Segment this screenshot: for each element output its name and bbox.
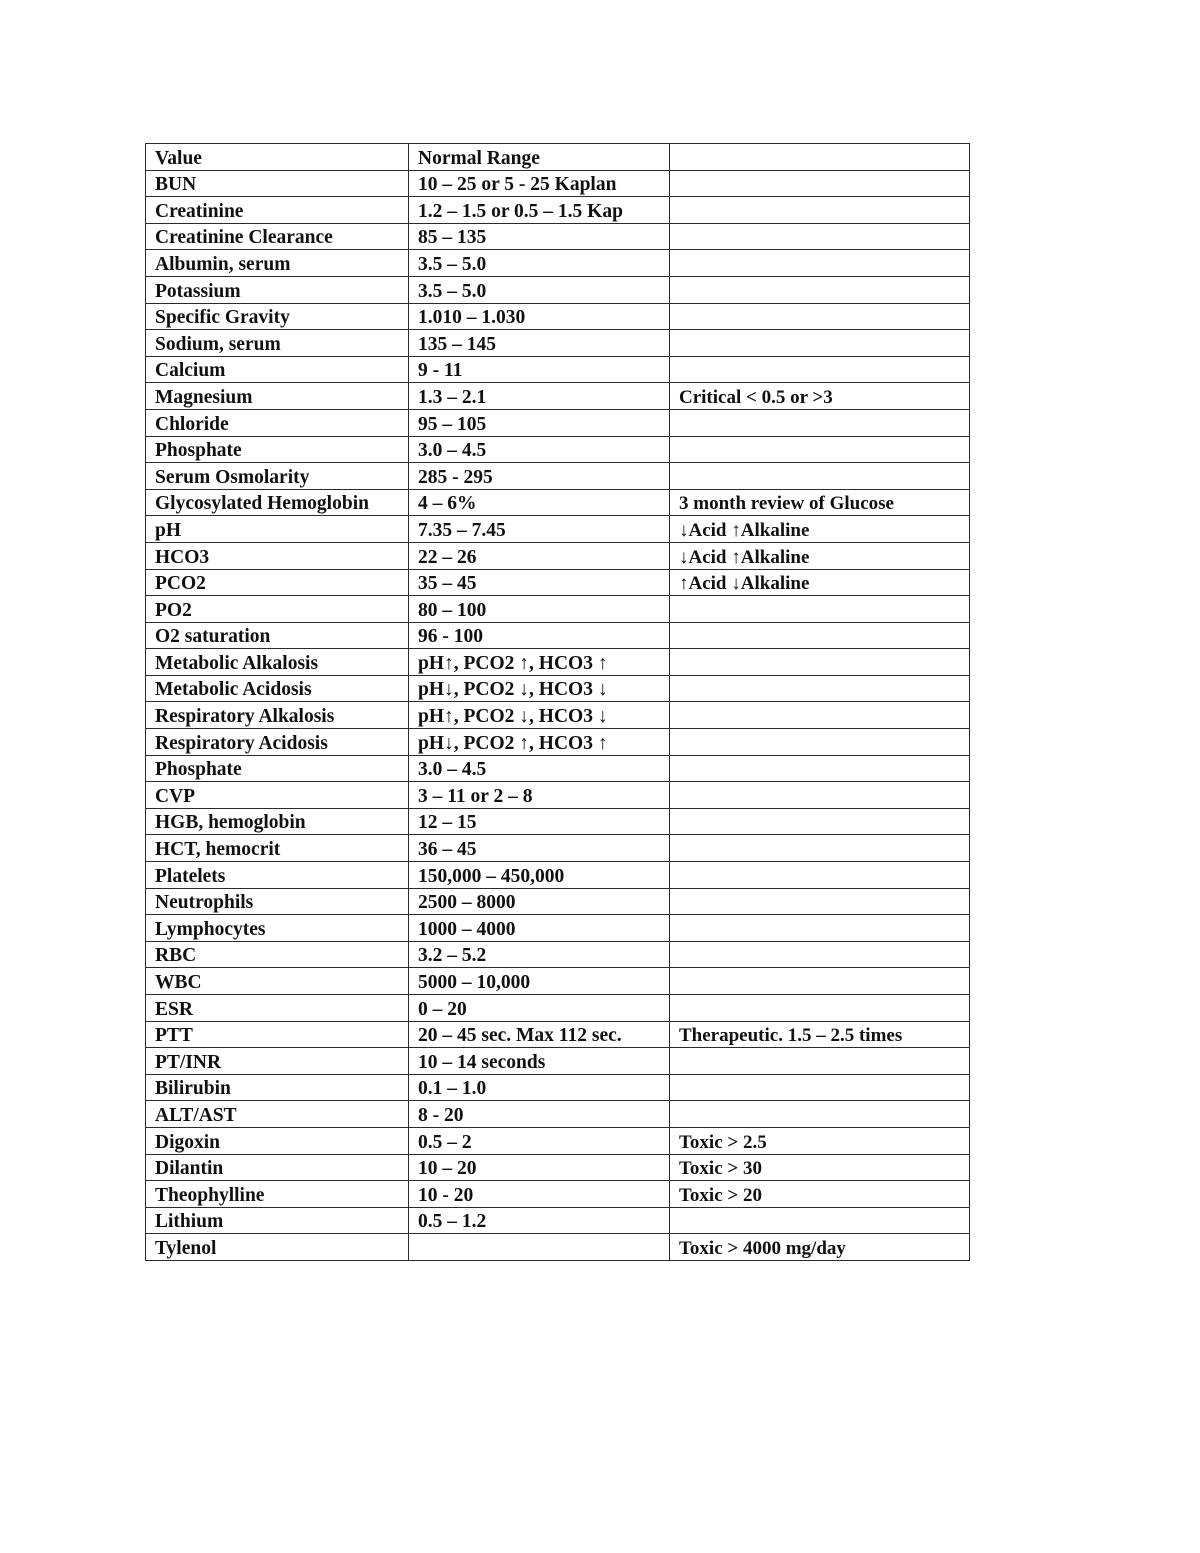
note-cell (670, 1074, 970, 1101)
table-row (146, 250, 970, 277)
note-cell (670, 888, 970, 915)
range-cell: 3 – 11 or 2 – 8 (409, 782, 670, 809)
note-cell (670, 596, 970, 623)
range-cell: 1000 – 4000 (409, 915, 670, 942)
table-header-row (146, 144, 970, 171)
note-cell: Toxic > 4000 mg/day (670, 1234, 970, 1261)
table-row (146, 782, 970, 809)
range-cell: 3.5 – 5.0 (409, 250, 670, 277)
range-cell: 10 - 20 (409, 1181, 670, 1208)
range-cell: 2500 – 8000 (409, 888, 670, 915)
range-cell: 35 – 45 (409, 569, 670, 596)
value-cell: Sodium, serum (146, 330, 409, 357)
note-cell (670, 250, 970, 277)
range-cell: 135 – 145 (409, 330, 670, 357)
value-cell: Dilantin (146, 1154, 409, 1181)
range-cell: 3.0 – 4.5 (409, 436, 670, 463)
range-cell (409, 1234, 670, 1261)
lab-values-table (145, 143, 970, 1261)
table-row (146, 197, 970, 224)
table-row (146, 941, 970, 968)
value-cell: Tylenol (146, 1234, 409, 1261)
range-cell: 3.2 – 5.2 (409, 941, 670, 968)
note-cell (670, 197, 970, 224)
range-cell: pH↑, PCO2 ↑, HCO3 ↑ (409, 649, 670, 676)
table-row (146, 649, 970, 676)
value-cell: Potassium (146, 276, 409, 303)
note-cell (670, 755, 970, 782)
value-cell: Phosphate (146, 755, 409, 782)
table-row (146, 622, 970, 649)
value-cell: Respiratory Alkalosis (146, 702, 409, 729)
table-row (146, 808, 970, 835)
value-cell: Specific Gravity (146, 303, 409, 330)
value-cell: Lymphocytes (146, 915, 409, 942)
table-row (146, 835, 970, 862)
value-cell: Chloride (146, 409, 409, 436)
note-cell (670, 303, 970, 330)
table-row (146, 569, 970, 596)
table-row (146, 729, 970, 756)
table-row (146, 383, 970, 410)
value-cell: Neutrophils (146, 888, 409, 915)
value-cell: PT/INR (146, 1048, 409, 1075)
table-row (146, 489, 970, 516)
range-cell: 80 – 100 (409, 596, 670, 623)
note-cell (670, 1207, 970, 1234)
value-cell: Value (146, 144, 409, 171)
value-cell: HGB, hemoglobin (146, 808, 409, 835)
range-cell: pH↑, PCO2 ↓, HCO3 ↓ (409, 702, 670, 729)
range-cell: 285 - 295 (409, 463, 670, 490)
range-cell: pH↓, PCO2 ↑, HCO3 ↑ (409, 729, 670, 756)
range-cell: 20 – 45 sec. Max 112 sec. (409, 1021, 670, 1048)
table-row (146, 888, 970, 915)
table-row (146, 436, 970, 463)
value-cell: ESR (146, 995, 409, 1022)
table-row (146, 1074, 970, 1101)
note-cell: 3 month review of Glucose (670, 489, 970, 516)
range-cell: 1.3 – 2.1 (409, 383, 670, 410)
table-row (146, 1127, 970, 1154)
note-cell: ↓Acid ↑Alkaline (670, 542, 970, 569)
table-row (146, 702, 970, 729)
table-row (146, 303, 970, 330)
note-cell (670, 409, 970, 436)
note-cell (670, 356, 970, 383)
note-cell (670, 144, 970, 171)
range-cell: 3.0 – 4.5 (409, 755, 670, 782)
note-cell: ↑Acid ↓Alkaline (670, 569, 970, 596)
note-cell: ↓Acid ↑Alkaline (670, 516, 970, 543)
note-cell (670, 649, 970, 676)
note-cell (670, 1101, 970, 1128)
value-cell: Phosphate (146, 436, 409, 463)
range-cell: 5000 – 10,000 (409, 968, 670, 995)
table-row (146, 223, 970, 250)
value-cell: Respiratory Acidosis (146, 729, 409, 756)
range-cell: 10 – 25 or 5 - 25 Kaplan (409, 170, 670, 197)
note-cell (670, 729, 970, 756)
value-cell: Albumin, serum (146, 250, 409, 277)
note-cell: Toxic > 2.5 (670, 1127, 970, 1154)
range-cell: 9 - 11 (409, 356, 670, 383)
value-cell: ALT/AST (146, 1101, 409, 1128)
note-cell: Toxic > 30 (670, 1154, 970, 1181)
range-cell: 10 – 14 seconds (409, 1048, 670, 1075)
value-cell: PTT (146, 1021, 409, 1048)
table-row (146, 862, 970, 889)
value-cell: Magnesium (146, 383, 409, 410)
note-cell (670, 1048, 970, 1075)
value-cell: Bilirubin (146, 1074, 409, 1101)
range-cell: 1.2 – 1.5 or 0.5 – 1.5 Kap (409, 197, 670, 224)
value-cell: WBC (146, 968, 409, 995)
value-cell: RBC (146, 941, 409, 968)
range-cell: 95 – 105 (409, 409, 670, 436)
note-cell (670, 915, 970, 942)
range-cell: 150,000 – 450,000 (409, 862, 670, 889)
note-cell (670, 782, 970, 809)
note-cell (670, 330, 970, 357)
note-cell (670, 436, 970, 463)
value-cell: BUN (146, 170, 409, 197)
value-cell: Lithium (146, 1207, 409, 1234)
table-row (146, 542, 970, 569)
value-cell: Digoxin (146, 1127, 409, 1154)
table-row (146, 356, 970, 383)
table-row (146, 516, 970, 543)
note-cell (670, 463, 970, 490)
note-cell (670, 223, 970, 250)
range-cell: 0.5 – 1.2 (409, 1207, 670, 1234)
value-cell: PO2 (146, 596, 409, 623)
value-cell: Serum Osmolarity (146, 463, 409, 490)
table-row (146, 1101, 970, 1128)
table-row (146, 1181, 970, 1208)
table-row (146, 1154, 970, 1181)
value-cell: Calcium (146, 356, 409, 383)
note-cell: Therapeutic. 1.5 – 2.5 times (670, 1021, 970, 1048)
table-row (146, 968, 970, 995)
note-cell (670, 622, 970, 649)
range-cell: 85 – 135 (409, 223, 670, 250)
table-row (146, 596, 970, 623)
note-cell (670, 862, 970, 889)
range-cell: 3.5 – 5.0 (409, 276, 670, 303)
value-cell: HCO3 (146, 542, 409, 569)
range-cell: 22 – 26 (409, 542, 670, 569)
range-cell: 0.1 – 1.0 (409, 1074, 670, 1101)
range-cell: 10 – 20 (409, 1154, 670, 1181)
table-row (146, 330, 970, 357)
note-cell (670, 808, 970, 835)
range-cell: 96 - 100 (409, 622, 670, 649)
note-cell (670, 835, 970, 862)
lab-values-body (146, 144, 970, 1261)
value-cell: Glycosylated Hemoglobin (146, 489, 409, 516)
note-cell: Critical < 0.5 or >3 (670, 383, 970, 410)
note-cell (670, 276, 970, 303)
table-row (146, 675, 970, 702)
note-cell (670, 170, 970, 197)
table-row (146, 1021, 970, 1048)
range-cell: 0 – 20 (409, 995, 670, 1022)
value-cell: HCT, hemocrit (146, 835, 409, 862)
value-cell: CVP (146, 782, 409, 809)
value-cell: O2 saturation (146, 622, 409, 649)
value-cell: Creatinine (146, 197, 409, 224)
range-cell: 1.010 – 1.030 (409, 303, 670, 330)
table-row (146, 1207, 970, 1234)
table-row (146, 915, 970, 942)
range-cell: 7.35 – 7.45 (409, 516, 670, 543)
value-cell: PCO2 (146, 569, 409, 596)
value-cell: Creatinine Clearance (146, 223, 409, 250)
table-row (146, 995, 970, 1022)
table-row (146, 463, 970, 490)
note-cell (670, 702, 970, 729)
range-cell: 4 – 6% (409, 489, 670, 516)
value-cell: Metabolic Acidosis (146, 675, 409, 702)
table-row (146, 409, 970, 436)
table-row (146, 755, 970, 782)
value-cell: Metabolic Alkalosis (146, 649, 409, 676)
note-cell (670, 995, 970, 1022)
range-cell: pH↓, PCO2 ↓, HCO3 ↓ (409, 675, 670, 702)
table-row (146, 276, 970, 303)
range-cell: 8 - 20 (409, 1101, 670, 1128)
table-row (146, 170, 970, 197)
table-row (146, 1234, 970, 1261)
note-cell (670, 968, 970, 995)
value-cell: Platelets (146, 862, 409, 889)
range-cell: 36 – 45 (409, 835, 670, 862)
note-cell (670, 675, 970, 702)
value-cell: Theophylline (146, 1181, 409, 1208)
note-cell (670, 941, 970, 968)
range-cell: 0.5 – 2 (409, 1127, 670, 1154)
value-cell: pH (146, 516, 409, 543)
note-cell: Toxic > 20 (670, 1181, 970, 1208)
range-cell: Normal Range (409, 144, 670, 171)
range-cell: 12 – 15 (409, 808, 670, 835)
table-row (146, 1048, 970, 1075)
